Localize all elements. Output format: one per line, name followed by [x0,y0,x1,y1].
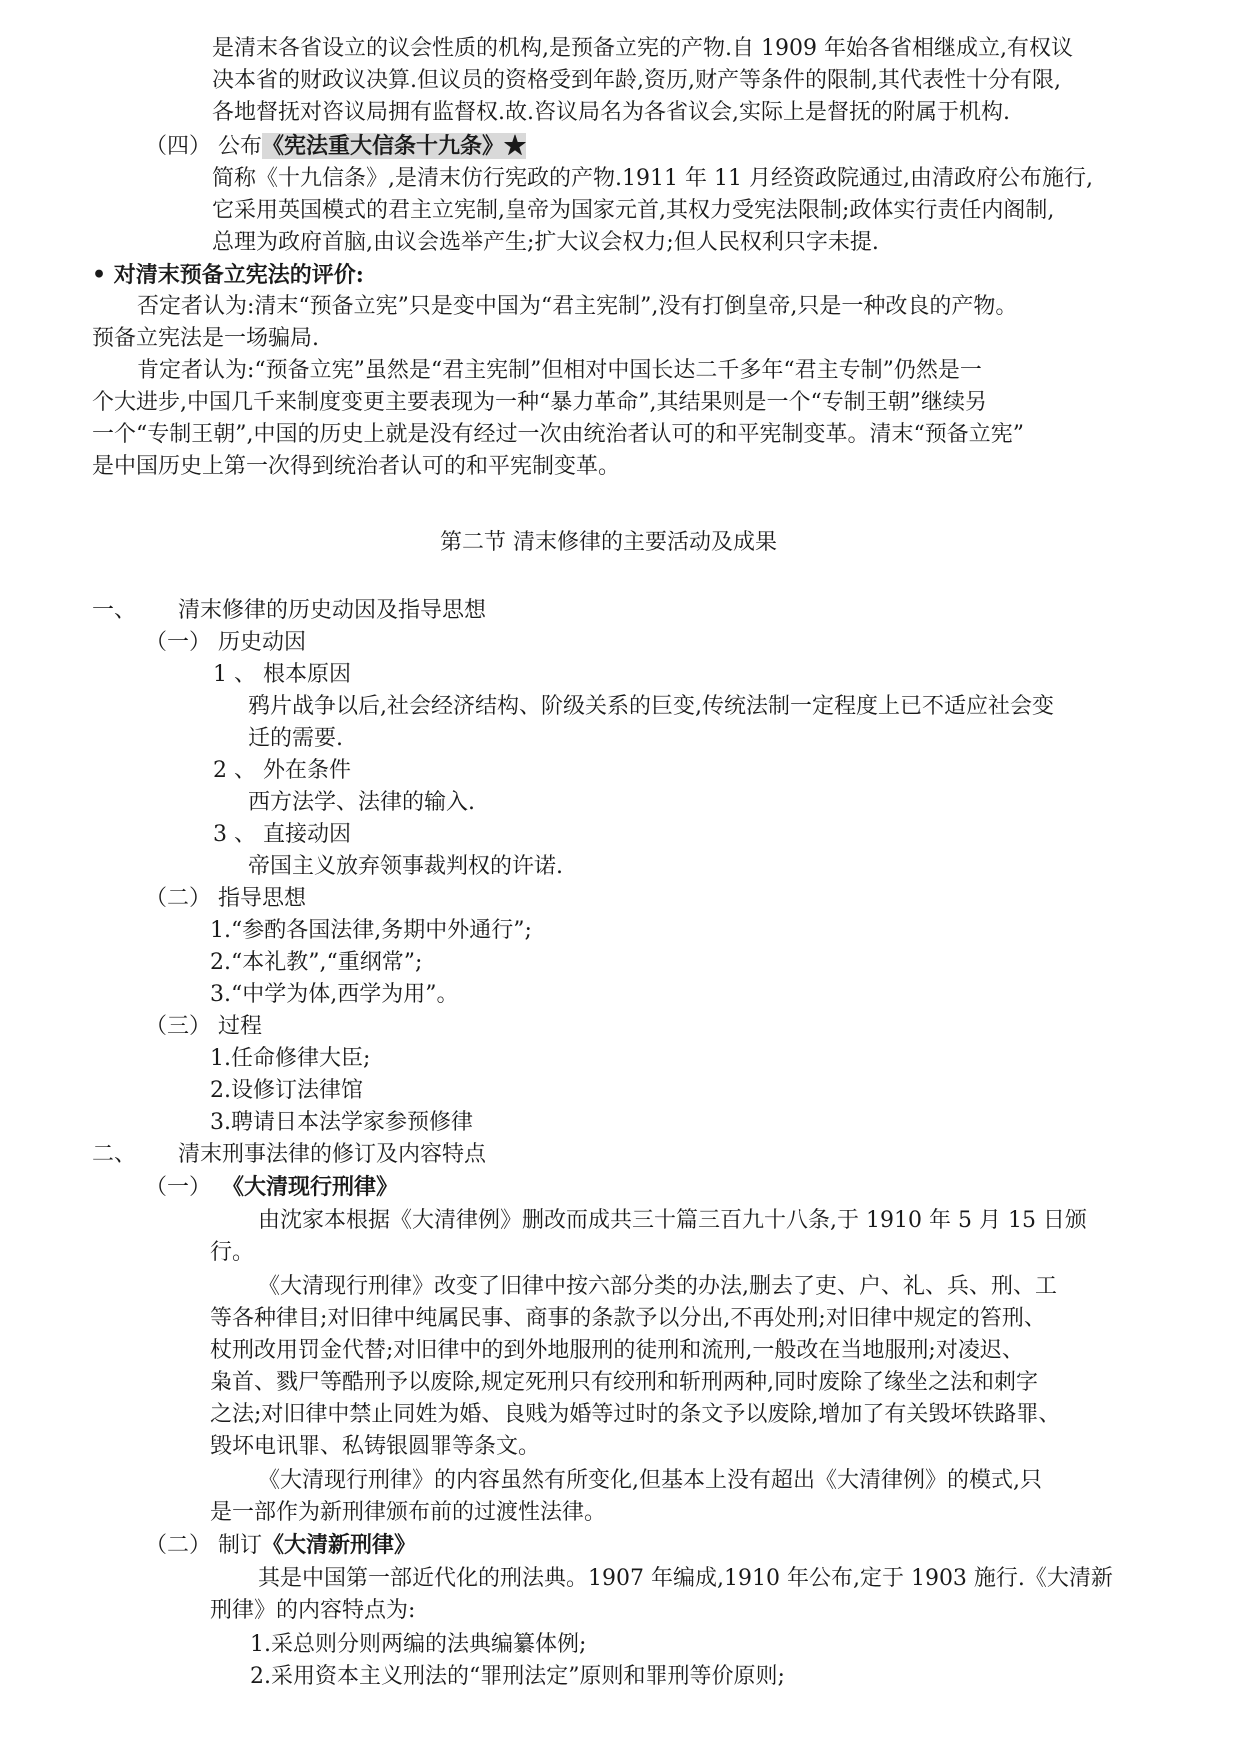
part-1-sub-2: （二） 指导思想 [145,886,306,911]
section-4-heading [145,131,526,162]
xianxing-a-line-1: 由沈家本根据《大清律例》删改而成共三十篇三百九十八条,于 1910 年 5 月 15 日颁 [258,1208,1087,1233]
part-2-sub-1-prefix: （一） [145,1175,212,1200]
feature-2: 2.采用资本主义刑法的“罪刑法定”原则和罪刑等价原则; [250,1664,785,1689]
part-2-sub-1-title: 《大清现行刑律》 [233,1174,399,1200]
xianxing-b-line-6: 毁坏电讯罪、私铸银圆罪等条文。 [210,1434,541,1459]
part-2-sub-2-prefix: （二） 制订 [145,1533,262,1558]
evaluation-positive-line-4: 是中国历史上第一次得到统治者认可的和平宪制变革。 [92,454,621,479]
process-3: 3.聘请日本法学家参预修律 [210,1110,473,1135]
part-2-number: 二、 [92,1142,137,1167]
evaluation-positive-line-1: 肯定者认为:“预备立宪”虽然是“君主宪制”但相对中国长达二千多年“君主专制”仍然是一 [137,358,982,383]
part-2-sub-2 [145,1530,416,1561]
xianxing-c-line-1: 《大清现行刑律》的内容虽然有所变化,但基本上没有超出《大清律例》的模式,只 [258,1468,1042,1493]
xianxing-b-line-3: 杖刑改用罚金代替;对旧律中的到外地服刑的徒刑和流刑,一般改在当地服刑;对凌迟、 [210,1338,1024,1363]
part-1-item-2: 2 、 外在条件 [213,758,351,783]
intro-line-1: 是清末各省设立的议会性质的机构,是预备立宪的产物.自 1909 年始各省相继成立,有权议 [212,36,1073,61]
xianxing-b-line-2: 等各种律目;对旧律中纯属民事、商事的条款予以分出,不再处刑;对旧律中规定的笞刑、 [210,1306,1046,1331]
part-1-sub-3: （三） 过程 [145,1014,262,1039]
xinxinglv-line-1: 其是中国第一部近代化的刑法典。1907 年编成,1910 年公布,定于 1903 施行.《大清新 [258,1566,1113,1591]
intro-line-3: 各地督抚对咨议局拥有监督权.故.咨议局名为各省议会,实际上是督抚的附属于机构. [212,100,1010,125]
section-4-title: 《宪法重大信条十九条》★ [262,133,527,159]
part-1-heading: 清末修律的历史动因及指导思想 [178,598,487,623]
feature-1: 1.采总则分则两编的法典编纂体例; [250,1632,587,1657]
part-2-sub-1 [145,1172,398,1203]
xianxing-b-line-1: 《大清现行刑律》改变了旧律中按六部分类的办法,删去了吏、户、礼、兵、刑、工 [258,1274,1057,1299]
section-title: 第二节 清末修律的主要活动及成果 [440,530,777,555]
xianxing-a-line-2: 行。 [210,1240,255,1265]
section-4-line-1: 简称《十九信条》,是清末仿行宪政的产物.1911 年 11 月经资政院通过,由清政府公布施行, [212,166,1093,191]
part-1-item-3-line-1: 帝国主义放弃领事裁判权的许诺. [248,854,563,879]
guideline-3: 3.“中学为体,西学为用”。 [210,982,459,1007]
part-2-heading: 清末刑事法律的修订及内容特点 [178,1142,487,1167]
xianxing-b-line-5: 之法;对旧律中禁止同姓为婚、良贱为婚等过时的条文予以废除,增加了有关毁坏铁路罪、 [210,1402,1061,1427]
part-1-item-1: 1 、 根本原因 [213,662,351,687]
guideline-1: 1.“参酌各国法律,务期中外通行”; [210,918,532,943]
guideline-2: 2.“本礼教”,“重纲常”; [210,950,423,975]
part-1-number: 一、 [92,598,137,623]
part-1-item-1-line-1: 鸦片战争以后,社会经济结构、阶级关系的巨变,传统法制一定程度上已不适应社会变 [248,694,1054,719]
process-2: 2.设修订法律馆 [210,1078,363,1103]
process-1: 1.任命修律大臣; [210,1046,371,1071]
evaluation-heading: • 对清末预备立宪法的评价: [92,262,364,288]
part-1-sub-1: （一） 历史动因 [145,630,306,655]
xianxing-c-line-2: 是一部作为新刑律颁布前的过渡性法律。 [210,1500,607,1525]
part-1-item-3: 3 、 直接动因 [213,822,351,847]
evaluation-negative-line-1: 否定者认为:清末“预备立宪”只是变中国为“君主宪制”,没有打倒皇帝,只是一种改良的产物。 [137,294,1018,319]
part-2-sub-2-title: 《大清新刑律》 [262,1532,417,1558]
part-1-item-1-line-2: 迁的需要. [248,726,343,751]
part-1-item-2-line-1: 西方法学、法律的输入. [248,790,475,815]
section-4-line-3: 总理为政府首脑,由议会选举产生;扩大议会权力;但人民权利只字未提. [212,230,879,255]
evaluation-positive-line-2: 个大进步,中国几千来制度变更主要表现为一种“暴力革命”,其结果则是一个“专制王朝”继续另 [92,390,987,415]
xianxing-b-line-4: 枭首、戮尸等酷刑予以废除,规定死刑只有绞刑和斩刑两种,同时废除了缘坐之法和刺字 [210,1370,1038,1395]
section-4-prefix: （四） 公布 [145,134,262,159]
evaluation-positive-line-3: 一个“专制王朝”,中国的历史上就是没有经过一次由统治者认可的和平宪制变革。清末“预备立宪” [92,422,1024,447]
intro-line-2: 决本省的财政议决算.但议员的资格受到年龄,资历,财产等条件的限制,其代表性十分有限, [212,68,1061,93]
xinxinglv-line-2: 刑律》的内容特点为: [210,1598,416,1623]
section-4-line-2: 它采用英国模式的君主立宪制,皇帝为国家元首,其权力受宪法限制;政体实行责任内阁制, [212,198,1055,223]
evaluation-negative-line-2: 预备立宪法是一场骗局. [92,326,319,351]
